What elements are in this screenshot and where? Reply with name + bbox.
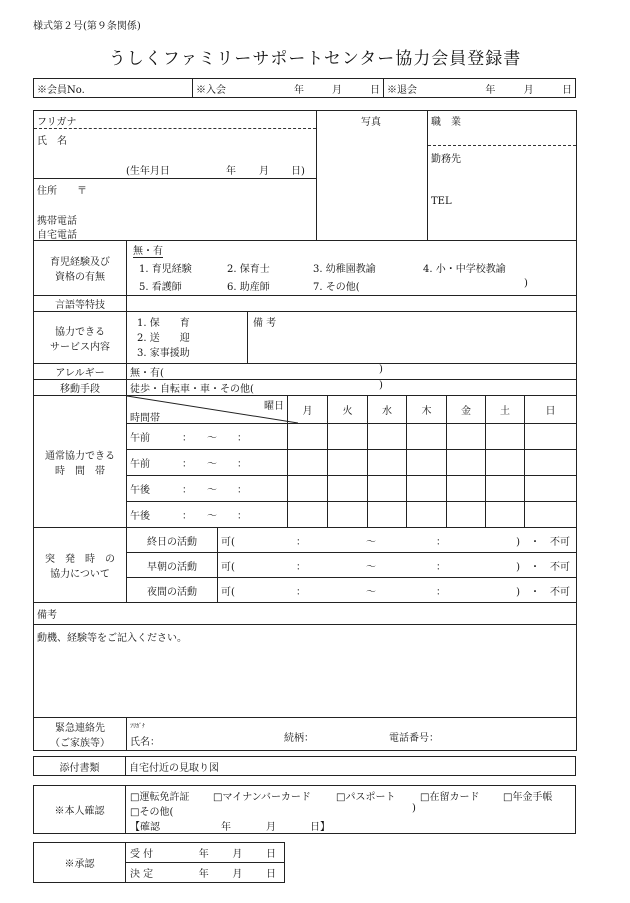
schedule-cell[interactable] xyxy=(368,424,407,450)
schedule-cell[interactable] xyxy=(525,450,577,476)
schedule-cell[interactable] xyxy=(407,424,447,450)
experience-label-line2: 資格の有無 xyxy=(55,272,105,283)
address-label: 住所 〒 xyxy=(37,186,87,197)
schedule-label xyxy=(34,396,127,528)
experience-label-line1: 育児経験及び xyxy=(50,257,110,268)
birth-year-label: 年 xyxy=(226,166,236,177)
tel-label: TEL xyxy=(431,196,452,207)
emergency-contact-field[interactable] xyxy=(127,718,577,751)
day-fri: 金 xyxy=(447,396,486,424)
language-field[interactable] xyxy=(127,296,577,312)
emergency-activity-line2: 協力について xyxy=(50,569,110,580)
schedule-period: 午後 xyxy=(130,485,150,496)
allergy-close: ) xyxy=(379,364,383,375)
schedule-time-cell[interactable] xyxy=(127,424,288,450)
schedule-cell[interactable] xyxy=(368,502,407,528)
tel-field[interactable] xyxy=(431,196,452,207)
schedule-cell[interactable] xyxy=(407,476,447,502)
decision-month: 月 xyxy=(232,869,243,880)
contact-relation-label: 続柄： xyxy=(284,733,314,744)
reception-day: 日 xyxy=(265,849,276,860)
birth-close-label: 日) xyxy=(291,166,305,177)
id-other[interactable]: □その他( xyxy=(130,807,174,818)
services-options xyxy=(127,312,248,364)
contact-phone-label: 電話番号： xyxy=(389,733,439,744)
workplace-field[interactable] xyxy=(431,150,461,165)
approval-reception[interactable] xyxy=(126,843,285,863)
decision-label: 決 定 xyxy=(130,869,154,880)
day-mon: 月 xyxy=(288,396,328,424)
schedule-cell[interactable] xyxy=(328,502,368,528)
schedule-cell[interactable] xyxy=(288,476,328,502)
decision-day: 日 xyxy=(265,869,276,880)
join-label: ※入会 xyxy=(196,84,226,96)
day-tue: 火 xyxy=(328,396,368,424)
experience-options xyxy=(127,241,577,296)
time-band-label: 時間帯 xyxy=(130,413,160,424)
schedule-cell[interactable] xyxy=(407,502,447,528)
allergy-value: 無・有( xyxy=(130,368,164,379)
service-housework[interactable]: 3. 家事援助 xyxy=(137,348,190,359)
emergency-contact-line2: （ご家族等） xyxy=(50,738,110,749)
experience-label xyxy=(34,241,127,296)
schedule-cell[interactable] xyxy=(525,476,577,502)
leave-month-label: 月 xyxy=(523,84,534,96)
motivation-field[interactable] xyxy=(34,625,577,718)
emergency-activity-line1: 突 発 時 の xyxy=(45,554,115,565)
activity-possible: 可( xyxy=(221,586,235,598)
id-drivers-license[interactable]: □運転免許証 xyxy=(130,792,190,803)
schedule-cell[interactable] xyxy=(368,476,407,502)
member-no-label: ※会員No. xyxy=(37,84,85,96)
schedule-period: 午前 xyxy=(130,459,150,470)
allergy-field[interactable] xyxy=(127,364,577,380)
experience-choice[interactable]: 無・有 xyxy=(133,242,163,258)
experience-item-1[interactable]: 1. 育児経験 xyxy=(139,264,192,275)
activity-colon-end: ： xyxy=(436,587,446,598)
reception-month: 月 xyxy=(232,849,243,860)
join-month-label: 月 xyxy=(332,84,342,96)
activity-colon-end: ： xyxy=(436,537,446,548)
day-sat: 土 xyxy=(486,396,525,424)
decision-year: 年 xyxy=(198,869,209,880)
leave-year-label: 年 xyxy=(485,84,496,96)
confirm-label: 【確認 xyxy=(130,822,160,833)
services-notes-field[interactable] xyxy=(248,312,577,364)
emergency-contact-line1: 緊急連絡先 xyxy=(55,723,105,734)
activity-early-label: 早朝の活動 xyxy=(127,553,218,578)
name-label: 氏 名 xyxy=(37,136,67,147)
schedule-cell[interactable] xyxy=(328,424,368,450)
photo-box[interactable] xyxy=(317,111,428,240)
experience-item-6[interactable]: 6. 助産師 xyxy=(227,282,270,293)
reception-year: 年 xyxy=(198,849,209,860)
day-wed: 水 xyxy=(368,396,407,424)
occupation-field[interactable] xyxy=(428,111,576,146)
schedule-diagonal-header xyxy=(127,396,288,424)
leave-day-label: 日 xyxy=(561,84,572,96)
service-childcare[interactable]: 1. 保 育 xyxy=(137,318,190,329)
furigana-label: フリガナ xyxy=(37,117,77,128)
attachments-value: 自宅付近の見取り図 xyxy=(126,757,576,776)
activity-tilde: 〜 xyxy=(366,562,376,573)
attachments-section xyxy=(33,756,576,776)
schedule-cell[interactable] xyxy=(486,476,525,502)
transport-close: ) xyxy=(379,380,383,391)
schedule-time-cell[interactable] xyxy=(127,476,288,502)
experience-item-2[interactable]: 2. 保育士 xyxy=(227,264,270,275)
activity-colon-start: ： xyxy=(296,537,306,548)
id-my-number-card[interactable]: □マイナンバーカード xyxy=(213,792,311,803)
schedule-cell[interactable] xyxy=(447,450,486,476)
schedule-cell[interactable] xyxy=(486,450,525,476)
contact-name-label: 氏名： xyxy=(130,737,160,748)
schedule-label-line2: 時 間 帯 xyxy=(55,465,105,477)
schedule-period: 午前 xyxy=(130,433,150,444)
schedule-cell[interactable] xyxy=(486,424,525,450)
home-phone-label: 自宅電話 xyxy=(37,230,77,241)
member-header xyxy=(33,78,576,98)
schedule-label-line1: 通常協力できる xyxy=(45,450,115,462)
day-thu: 木 xyxy=(407,396,447,424)
id-other-close: ) xyxy=(412,803,416,814)
reception-label: 受 付 xyxy=(130,849,154,860)
transport-field[interactable] xyxy=(127,380,577,396)
main-form xyxy=(33,110,577,751)
service-transport[interactable]: 2. 送 迎 xyxy=(137,333,190,344)
confirm-day: 日】 xyxy=(310,822,330,833)
experience-item-7-close: ) xyxy=(524,278,528,289)
activity-early-field[interactable] xyxy=(218,553,577,578)
address-field[interactable] xyxy=(37,182,87,197)
activity-impossible: ) ・ 不可 xyxy=(516,587,571,598)
schedule-period: 午後 xyxy=(130,511,150,522)
schedule-cell[interactable] xyxy=(288,424,328,450)
home-phone-field[interactable] xyxy=(37,226,77,241)
services-label-line2: サービス内容 xyxy=(50,341,110,353)
approval-decision[interactable] xyxy=(126,863,285,883)
member-no-field[interactable] xyxy=(34,79,193,98)
allergy-label: アレルギー xyxy=(34,364,127,380)
schedule-cell[interactable] xyxy=(328,450,368,476)
activity-possible: 可( xyxy=(221,536,235,548)
schedule-time: ： 〜 ： xyxy=(182,459,247,470)
page-title: うしくファミリーサポートセンター協力会員登録書 xyxy=(108,49,522,69)
motivation-prompt: 動機、経験等をご記入ください。 xyxy=(37,633,187,644)
schedule-cell[interactable] xyxy=(525,502,577,528)
personal-info xyxy=(34,111,577,241)
schedule-cell[interactable] xyxy=(288,450,328,476)
identity-options xyxy=(126,786,576,834)
day-sun: 日 xyxy=(525,396,577,424)
name-field[interactable] xyxy=(34,128,316,179)
schedule-cell[interactable] xyxy=(525,424,577,450)
schedule-cell[interactable] xyxy=(368,450,407,476)
remarks-field[interactable] xyxy=(34,603,577,625)
furigana-field[interactable] xyxy=(34,111,316,129)
experience-item-7[interactable]: 7. その他( xyxy=(313,282,360,293)
services-notes-label: 備 考 xyxy=(253,318,277,329)
weekday-label: 曜日 xyxy=(264,401,284,412)
schedule-time-cell[interactable] xyxy=(127,450,288,476)
schedule-cell[interactable] xyxy=(447,476,486,502)
services-label xyxy=(34,312,127,364)
schedule-cell[interactable] xyxy=(407,450,447,476)
activity-colon-start: ： xyxy=(296,587,306,598)
schedule-cell[interactable] xyxy=(486,502,525,528)
birth-open-label: (生年月日 xyxy=(126,166,170,177)
approval-label: ※承認 xyxy=(34,843,126,883)
join-date-field[interactable] xyxy=(193,79,384,98)
leave-date-field[interactable] xyxy=(384,79,576,98)
schedule-time-cell[interactable] xyxy=(127,502,288,528)
activity-colon-end: ： xyxy=(436,562,446,573)
activity-night-label: 夜間の活動 xyxy=(127,578,218,603)
join-year-label: 年 xyxy=(294,84,304,96)
confirm-month: 月 xyxy=(266,822,276,833)
approval-section xyxy=(33,842,285,883)
id-pension-book[interactable]: □年金手帳 xyxy=(503,792,553,803)
workplace-label: 勤務先 xyxy=(431,154,461,165)
activity-possible: 可( xyxy=(221,561,235,573)
identity-label: ※本人確認 xyxy=(34,786,126,834)
mobile-field[interactable] xyxy=(37,212,77,227)
leave-label: ※退会 xyxy=(387,84,417,96)
experience-item-5[interactable]: 5. 看護師 xyxy=(139,282,182,293)
services-label-line1: 協力できる xyxy=(55,326,105,338)
id-residence-card[interactable]: □在留カード xyxy=(420,792,480,803)
mobile-label: 携帯電話 xyxy=(37,216,77,227)
id-passport[interactable]: □パスポート xyxy=(336,792,396,803)
activity-tilde: 〜 xyxy=(366,587,376,598)
schedule-time: ： 〜 ： xyxy=(182,433,247,444)
experience-item-3[interactable]: 3. 幼稚園教諭 xyxy=(313,264,376,275)
activity-impossible: ) ・ 不可 xyxy=(516,562,571,573)
contact-furigana-label: ﾌﾘｶﾞﾅ xyxy=(130,723,146,730)
identity-section xyxy=(33,785,576,834)
activity-tilde: 〜 xyxy=(366,537,376,548)
language-label: 言語等特技 xyxy=(34,296,127,312)
activity-all-day-field[interactable] xyxy=(218,528,577,553)
photo-label: 写真 xyxy=(361,117,381,128)
birth-month-label: 月 xyxy=(259,166,269,177)
schedule-cell[interactable] xyxy=(328,476,368,502)
confirm-year: 年 xyxy=(221,822,231,833)
attachments-label: 添付書類 xyxy=(34,757,126,776)
transport-label: 移動手段 xyxy=(34,380,127,396)
activity-night-field[interactable] xyxy=(218,578,577,603)
schedule-cell[interactable] xyxy=(447,424,486,450)
transport-value: 徒歩・自転車・車・その他( xyxy=(130,384,254,395)
join-day-label: 日 xyxy=(370,84,380,96)
emergency-activity-label xyxy=(34,528,127,603)
schedule-time: ： 〜 ： xyxy=(182,485,247,496)
schedule-time: ： 〜 ： xyxy=(182,511,247,522)
form-number: 様式第２号(第９条関係) xyxy=(33,21,141,32)
schedule-cell[interactable] xyxy=(447,502,486,528)
experience-item-4[interactable]: 4. 小・中学校教諭 xyxy=(423,264,506,275)
activity-impossible: ) ・ 不可 xyxy=(516,537,571,548)
activity-all-day-label: 終日の活動 xyxy=(127,528,218,553)
remarks-label: 備考 xyxy=(37,610,57,621)
schedule-cell[interactable] xyxy=(288,502,328,528)
activity-colon-start: ： xyxy=(296,562,306,573)
occupation-label: 職 業 xyxy=(431,117,461,128)
emergency-contact-label xyxy=(34,718,127,751)
